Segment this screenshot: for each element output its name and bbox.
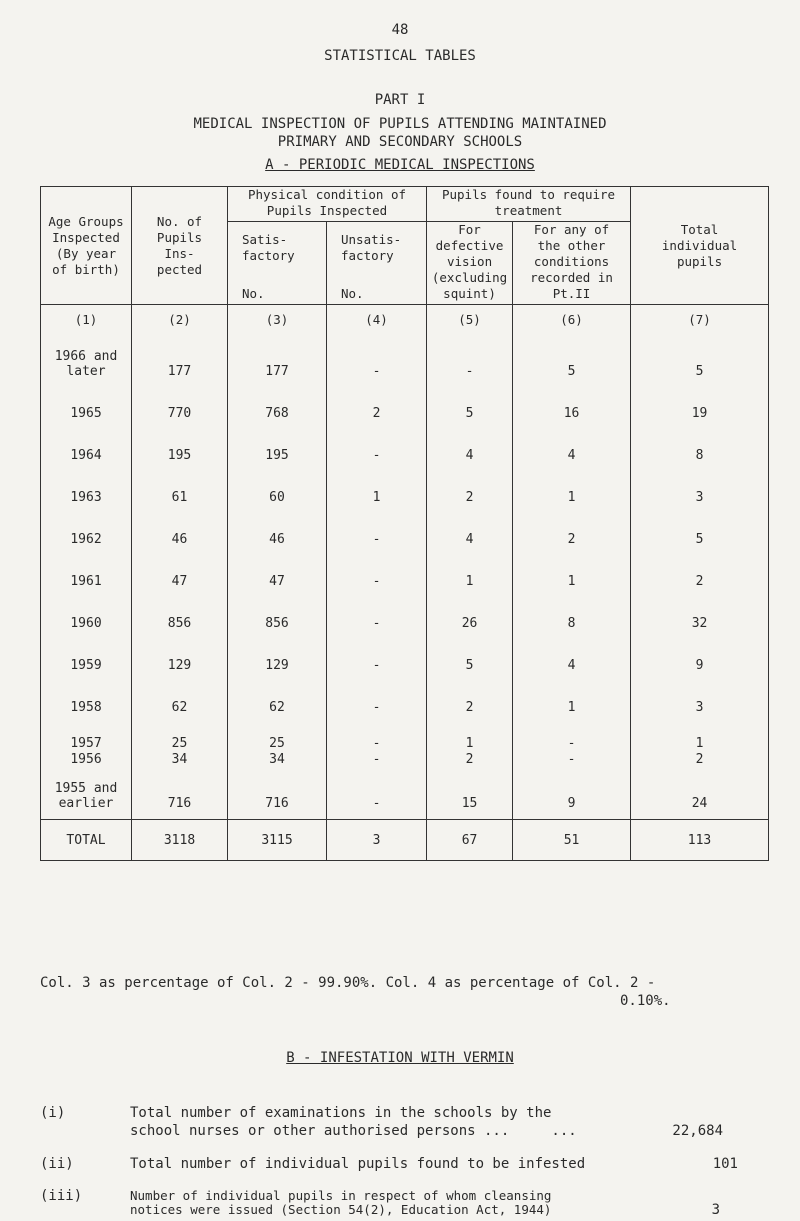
list-item [40, 1104, 723, 1139]
cell: 856 [132, 593, 228, 635]
item-value: 101 [712, 1156, 738, 1172]
cell: - [327, 719, 427, 751]
list-item [40, 1155, 738, 1173]
table-row [41, 383, 769, 425]
cell: - [327, 767, 427, 820]
section-b-title: B - INFESTATION WITH VERMIN [286, 1050, 514, 1066]
cell: - [327, 327, 427, 383]
col-number: (7) [631, 305, 769, 328]
col-number: (4) [327, 305, 427, 328]
cell: - [513, 719, 631, 751]
cell: 1 [513, 677, 631, 719]
table-row [41, 509, 769, 551]
cell: 1962 [41, 509, 132, 551]
table-row [41, 425, 769, 467]
cell: 32 [631, 593, 769, 635]
cell: 5 [427, 635, 513, 677]
col-unsatisfactory-no: No. [341, 286, 364, 301]
cell: 25 [132, 719, 228, 751]
cell: - [513, 751, 631, 767]
cell: 5 [631, 327, 769, 383]
table-row [41, 719, 769, 751]
col-satisfactory-label: Satis- factory [242, 232, 295, 263]
cell: - [327, 677, 427, 719]
cell: 8 [631, 425, 769, 467]
cell: 9 [513, 767, 631, 820]
title-line-1: MEDICAL INSPECTION OF PUPILS ATTENDING MAINTAINED [193, 116, 607, 132]
cell: 113 [631, 820, 769, 861]
cell: 62 [132, 677, 228, 719]
cell: 177 [228, 327, 327, 383]
table-row [41, 467, 769, 509]
cell: 716 [132, 767, 228, 820]
cell: 61 [132, 467, 228, 509]
cell: 34 [132, 751, 228, 767]
cell: - [327, 751, 427, 767]
table-row [41, 635, 769, 677]
cell: 1955 and earlier [41, 767, 132, 820]
cell: 26 [427, 593, 513, 635]
col-other-conditions-header: For any of the other conditions recorded in Pt.II [513, 222, 631, 305]
col-number: (5) [427, 305, 513, 328]
cell: 1961 [41, 551, 132, 593]
cell: 195 [228, 425, 327, 467]
cell: 1 [427, 551, 513, 593]
cell: 1956 [41, 751, 132, 767]
cell: 177 [132, 327, 228, 383]
cell: 5 [631, 509, 769, 551]
cell: 4 [513, 635, 631, 677]
item-line1: Total number of individual pupils found to be infested [130, 1156, 586, 1172]
table-row [41, 551, 769, 593]
cell: 1 [631, 719, 769, 751]
cell: 2 [427, 751, 513, 767]
cell: 15 [427, 767, 513, 820]
cell: 2 [427, 677, 513, 719]
col-age-groups-header: Age Groups Inspected (By year of birth) [41, 187, 132, 305]
cell: 856 [228, 593, 327, 635]
col-total-header: Total individual pupils [631, 187, 769, 305]
cell: 1964 [41, 425, 132, 467]
col-number: (1) [41, 305, 132, 328]
cell: 3 [631, 677, 769, 719]
physical-condition-header: Physical condition of Pupils Inspected [228, 187, 427, 222]
cell: 47 [228, 551, 327, 593]
cell: 1966 and later [41, 327, 132, 383]
item-label: (i) [40, 1105, 66, 1121]
cell: 1 [513, 467, 631, 509]
cell: 51 [513, 820, 631, 861]
cell: 1960 [41, 593, 132, 635]
percentage-note: Col. 3 as percentage of Col. 2 - 99.90%. Col. 4 as percentage of Col. 2 - [40, 975, 656, 991]
cell: 3 [631, 467, 769, 509]
cell: 8 [513, 593, 631, 635]
cell: - [327, 593, 427, 635]
cell: 5 [513, 327, 631, 383]
item-value: 22,684 [672, 1123, 723, 1139]
cell: - [327, 551, 427, 593]
cell: 19 [631, 383, 769, 425]
treatment-header: Pupils found to require treatment [427, 187, 631, 222]
total-label: TOTAL [41, 820, 132, 861]
cell: - [427, 327, 513, 383]
cell: 1 [513, 551, 631, 593]
item-line2: school nurses or other authorised persons ... ... [130, 1123, 577, 1139]
cell: 1965 [41, 383, 132, 425]
item-line1: Number of individual pupils in respect of whom cleansing [130, 1188, 552, 1203]
cell: 1 [327, 467, 427, 509]
table-row [41, 767, 769, 820]
col-satisfactory-no: No. [242, 286, 265, 301]
cell: 16 [513, 383, 631, 425]
cell: 46 [132, 509, 228, 551]
item-line1: Total number of examinations in the schools by the [130, 1105, 552, 1121]
col-number: (3) [228, 305, 327, 328]
cell: 770 [132, 383, 228, 425]
cell: 1 [427, 719, 513, 751]
section-a-title: A - PERIODIC MEDICAL INSPECTIONS [265, 157, 535, 173]
cell: 2 [631, 751, 769, 767]
cell: - [327, 425, 427, 467]
cell: 129 [132, 635, 228, 677]
col-defective-vision-header: For defective vision (excluding squint) [427, 222, 513, 305]
cell: 1963 [41, 467, 132, 509]
list-item [40, 1187, 720, 1218]
cell: 195 [132, 425, 228, 467]
col-number: (2) [132, 305, 228, 328]
cell: 47 [132, 551, 228, 593]
cell: - [327, 635, 427, 677]
cell: 5 [427, 383, 513, 425]
col-unsatisfactory-label: Unsatis- factory [341, 232, 402, 263]
cell: 2 [513, 509, 631, 551]
cell: 1957 [41, 719, 132, 751]
total-row [41, 820, 769, 861]
table-row [41, 593, 769, 635]
cell: 3 [327, 820, 427, 861]
cell: 9 [631, 635, 769, 677]
heading: STATISTICAL TABLES [324, 48, 476, 64]
cell: 768 [228, 383, 327, 425]
cell: 2 [427, 467, 513, 509]
cell: 4 [427, 425, 513, 467]
cell: 46 [228, 509, 327, 551]
cell: 24 [631, 767, 769, 820]
cell: 2 [631, 551, 769, 593]
col-satisfactory-header [228, 222, 327, 305]
part-title: PART I [374, 92, 426, 108]
item-label: (ii) [40, 1156, 74, 1172]
cell: 1958 [41, 677, 132, 719]
cell: 34 [228, 751, 327, 767]
item-value: 3 [711, 1202, 720, 1218]
cell: 25 [228, 719, 327, 751]
page-number: 48 [391, 22, 409, 38]
col-number: (6) [513, 305, 631, 328]
cell: 4 [427, 509, 513, 551]
table-row [41, 677, 769, 719]
cell: 60 [228, 467, 327, 509]
table-row [41, 751, 769, 767]
cell: 1959 [41, 635, 132, 677]
cell: 716 [228, 767, 327, 820]
col-pupils-inspected-header: No. of Pupils Ins- pected [132, 187, 228, 305]
title-line-2: PRIMARY AND SECONDARY SCHOOLS [277, 134, 523, 150]
inspection-table [40, 186, 769, 861]
percentage-note-cont: 0.10%. [620, 993, 671, 1009]
cell: - [327, 509, 427, 551]
cell: 4 [513, 425, 631, 467]
cell: 2 [327, 383, 427, 425]
cell: 3118 [132, 820, 228, 861]
item-line2: notices were issued (Section 54(2), Education Act, 1944) [130, 1202, 552, 1217]
table-row [41, 327, 769, 383]
cell: 62 [228, 677, 327, 719]
cell: 129 [228, 635, 327, 677]
cell: 67 [427, 820, 513, 861]
col-unsatisfactory-header [327, 222, 427, 305]
item-label: (iii) [40, 1188, 83, 1204]
cell: 3115 [228, 820, 327, 861]
